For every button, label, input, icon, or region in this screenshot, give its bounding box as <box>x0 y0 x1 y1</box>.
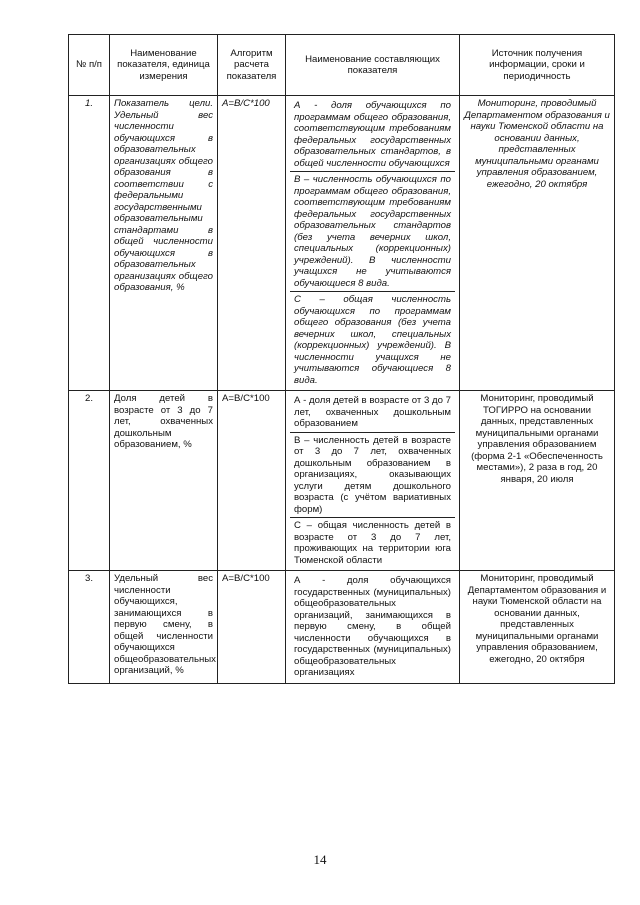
data-source: Мониторинг, проводимый Департаментом образования и науки Тюменской области на основании данных, представленных муниципальными органами управления образованием, ежегодно, 20 октября <box>460 96 615 391</box>
indicator-name: Удельный вес численности обучающихся, занимающихся в первую смену, в общей численности обучающихся общеобразовательных организаций, % <box>110 571 218 684</box>
algorithm-formula: А=В/С*100 <box>218 96 286 391</box>
components-cell <box>286 571 460 684</box>
component-b: В – численность детей в возрасте от 3 до 7 лет, охваченных дошкольным образованием в организациях, оказывающих услуги детям дошкольного возраста (с учётом вариативных форм) <box>290 432 455 518</box>
algorithm-formula: А=В/С*100 <box>218 571 286 684</box>
row-number: 2. <box>69 391 110 571</box>
component-a: А - доля обучающихся по программам общего образования, соответствующим требованиям федеральных государственных образовательных стандартов, в общей численности обучающихся <box>294 100 451 169</box>
row-number: 3. <box>69 571 110 684</box>
data-source: Мониторинг, проводимый ТОГИРРО на основании данных, представленных муниципальными органами управления образованием (форма 2-1 «Обеспеченность местами»), 2 раза в год, 20 января, 20 июля <box>460 391 615 571</box>
header-row <box>69 35 615 96</box>
data-source: Мониторинг, проводимый Департаментом образования и науки Тюменской области на основании данных, представленных муниципальными органами управления образованием, ежегодно, 20 октября <box>460 571 615 684</box>
page-number: 14 <box>313 852 327 867</box>
algorithm-formula: А=В/С*100 <box>218 391 286 571</box>
table-row <box>69 571 615 684</box>
components-cell <box>286 391 460 571</box>
component-c: С – общая численность детей в возрасте от 3 до 7 лет, проживающих на территории юга Тюменской области <box>290 517 455 568</box>
components-cell <box>286 96 460 391</box>
table-row <box>69 391 615 571</box>
header-algorithm: Алгоритм расчета показателя <box>218 35 286 96</box>
header-components: Наименование составляющих показателя <box>286 35 460 96</box>
component-a: А - доля детей в возрасте от 3 до 7 лет, охваченных дошкольным образованием <box>294 395 451 429</box>
header-source: Источник получения информации, сроки и периодичность <box>460 35 615 96</box>
component-a: А - доля обучающихся государственных (муниципальных) общеобразовательных организаций, занимающихся в первую смену, в общей численности обучающихся в государственных (муниципальных) общеобразовательных организациях <box>294 575 451 678</box>
component-b: В – численность обучающихся по программам общего образования, соответствующим требованиям федеральных государственных образовательных стандартов (без учета вечерних школ, специальных (коррекционных) учреждений). В численности учащихся не учитываются обучающиеся 8 вида. <box>290 171 455 291</box>
indicators-table <box>68 34 615 684</box>
header-name: Наименование показателя, единица измерения <box>110 35 218 96</box>
indicator-name: Показатель цели. Удельный вес численности обучающихся в образовательных организациях общего образования в соответствии с федеральными государственными образовательными стандартами в общей численности обучающихся в образовательных организациях общего образования, % <box>110 96 218 391</box>
table-row <box>69 96 615 391</box>
row-number: 1. <box>69 96 110 391</box>
component-c: С – общая численность обучающихся по программам общего образования (без учета вечерних школ, специальных (коррекционных) учреждений). В численности учащихся не учитываются обучающиеся 8 вида. <box>290 291 455 388</box>
header-num: № п/п <box>69 35 110 96</box>
indicator-name: Доля детей в возрасте от 3 до 7 лет, охваченных дошкольным образованием, % <box>110 391 218 571</box>
